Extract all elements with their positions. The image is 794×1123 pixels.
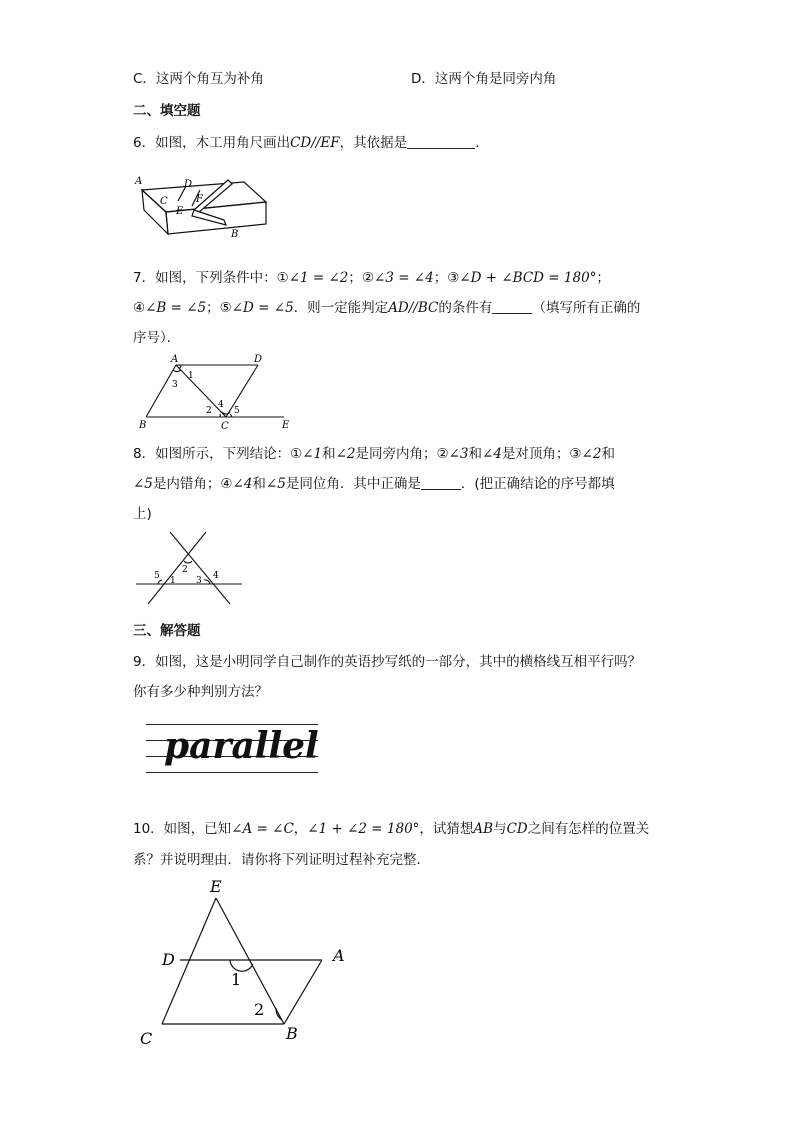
q8-label-2: 2 (182, 565, 188, 575)
question-7-line-3: 序号）． (133, 330, 181, 346)
question-7-line-1 (133, 266, 610, 286)
q7-label-c: C (221, 421, 229, 432)
q7-parallelogram-figure (134, 352, 294, 432)
q7-suffix: 的条件有 (438, 300, 493, 316)
q8-text-2: 是对顶角；③ (501, 446, 582, 462)
q8-label-1: 1 (170, 576, 176, 586)
q8-angle-2: ∠2 (335, 446, 356, 462)
q8-and-4: 和 (252, 476, 266, 492)
q7-tail: （填写所有正确的 (532, 300, 641, 316)
angle-1-arc (179, 365, 181, 369)
q6-math: CD//EF (290, 135, 340, 151)
q7-math: AD//BC (388, 300, 439, 316)
q10-label-b: B (286, 1024, 298, 1043)
q6-label-c: C (160, 196, 168, 207)
section-heading-solutions: 三、解答题 (133, 623, 201, 639)
q10-label-e: E (210, 877, 222, 896)
left-slant-line (148, 532, 206, 604)
question-9-line-1: 9．如图，这是小明同学自己制作的英语抄写纸的一部分，其中的横格线互相平行吗？ (133, 654, 642, 670)
q8-and-3: 和 (601, 446, 615, 462)
q8-intersecting-lines-figure (134, 528, 246, 606)
q10-prefix: 10．如图，已知 (133, 821, 232, 837)
q8-angle-4b: ∠4 (232, 476, 253, 492)
section-heading-fill-blank: 二、填空题 (133, 103, 201, 119)
q7-condition-4: ∠B = ∠5 (145, 300, 207, 316)
angle-3-arc (173, 370, 181, 372)
q7-angle-1: 1 (188, 371, 194, 381)
q10-suffix: 之间有怎样的位置关 (527, 821, 650, 837)
q6-suffix: ，其依据是 (339, 135, 408, 151)
q6-label-e: E (176, 206, 184, 217)
q7-condition-5: ∠D = ∠5 (231, 300, 294, 316)
q10-label-d: D (162, 950, 175, 969)
q6-end: ． (475, 135, 489, 151)
q10-comma: ， (293, 821, 308, 837)
segment-ab (146, 365, 176, 417)
q7-answer-blank (492, 299, 532, 314)
question-8-line-3: 上) (133, 506, 152, 522)
q8-prefix: 8．如图所示，下列结论：① (133, 446, 303, 462)
q7-sep-3: ； (596, 270, 610, 286)
q8-label-3: 3 (196, 576, 202, 586)
q8-label-4: 4 (213, 571, 219, 581)
q8-label-5: 5 (154, 571, 160, 581)
q8-text-3: 是内错角；④ (152, 476, 233, 492)
q6-label-b: B (231, 229, 239, 240)
line-ab (284, 960, 322, 1024)
q6-carpenter-square-figure (134, 172, 274, 248)
q8-text-1: 是同旁内角；② (355, 446, 449, 462)
question-8-line-2 (133, 472, 615, 492)
q8-angle-3: ∠3 (448, 446, 469, 462)
question-10-line-1 (133, 817, 649, 837)
q6-prefix: 6．如图，木工用角尺画出 (133, 135, 291, 151)
segment-dc (226, 365, 258, 417)
q10-math-1: ∠A = ∠C (231, 821, 294, 837)
q8-angle-5c: ∠5 (265, 476, 286, 492)
q8-tail: ．(把正确结论的序号都填 (460, 476, 615, 492)
q10-math-4: CD (506, 821, 528, 837)
q8-text-4: 是同位角．其中正确是 (285, 476, 421, 492)
question-7-line-2 (133, 296, 640, 316)
angle-arc-top (184, 561, 192, 563)
angle-arc-right (204, 580, 210, 584)
q6-label-a: A (135, 176, 143, 187)
q8-angle-5b: ∠5 (133, 476, 153, 492)
square-blade (192, 210, 226, 225)
q6-answer-blank (407, 134, 475, 149)
q7-prefix: 7．如图，下列条件中：① (133, 270, 289, 286)
q9-word-parallel: parallel (164, 725, 319, 767)
q7-sep-4: ；⑤ (206, 300, 232, 316)
q8-answer-blank (421, 475, 461, 490)
q9-handwriting-paper-figure (146, 716, 318, 786)
q7-mid: ．则一定能判定 (293, 300, 389, 316)
q8-angle-1: ∠1 (302, 446, 323, 462)
paper-line-4 (146, 772, 318, 773)
q10-label-c: C (140, 1029, 153, 1048)
q7-prefix-2: ④ (133, 300, 146, 316)
q7-condition-2: ∠3 = ∠4 (374, 270, 434, 286)
q8-angle-4: ∠4 (482, 446, 502, 462)
q7-label-a: A (171, 354, 179, 365)
q10-angle-2: 2 (254, 1000, 265, 1019)
q7-condition-1: ∠1 = ∠2 (288, 270, 349, 286)
q7-angle-4: 4 (218, 400, 224, 410)
q6-label-d: D (184, 179, 193, 190)
question-6-text (133, 131, 489, 151)
q10-angle-1: 1 (231, 970, 242, 989)
q7-angle-5: 5 (234, 406, 240, 416)
q10-math-2: ∠1 + ∠2 = 180° (307, 821, 420, 837)
question-8-line-1 (133, 442, 615, 462)
q10-geometry-figure (134, 872, 354, 1052)
q8-and-2: 和 (468, 446, 483, 462)
option-c: C．这两个角互为补角 (133, 71, 264, 87)
q7-label-b: B (139, 420, 147, 431)
q7-label-e: E (282, 420, 290, 431)
q7-condition-3: ∠D + ∠BCD = 180° (459, 270, 597, 286)
q10-and: 与 (493, 821, 507, 837)
line-eb (216, 898, 284, 1024)
q7-sep-1: ；② (348, 270, 375, 286)
q7-label-d: D (254, 354, 263, 365)
q7-angle-2: 2 (206, 406, 212, 416)
q10-mid: ，试猜想 (419, 821, 474, 837)
q8-angle-5: ∠2 (581, 446, 602, 462)
question-9-line-2: 你有多少种判别方法？ (133, 684, 268, 700)
q10-math-3: AB (473, 821, 494, 837)
q10-label-a: A (333, 946, 345, 965)
option-d: D．这两个角是同旁内角 (411, 71, 557, 87)
q8-and-1: 和 (322, 446, 336, 462)
question-10-line-2: 系？并说明理由．请你将下列证明过程补充完整． (133, 852, 430, 868)
right-slant-line (170, 532, 230, 604)
q6-label-f: F (196, 194, 203, 205)
q7-sep-2: ；③ (433, 270, 460, 286)
q7-angle-3: 3 (172, 380, 178, 390)
